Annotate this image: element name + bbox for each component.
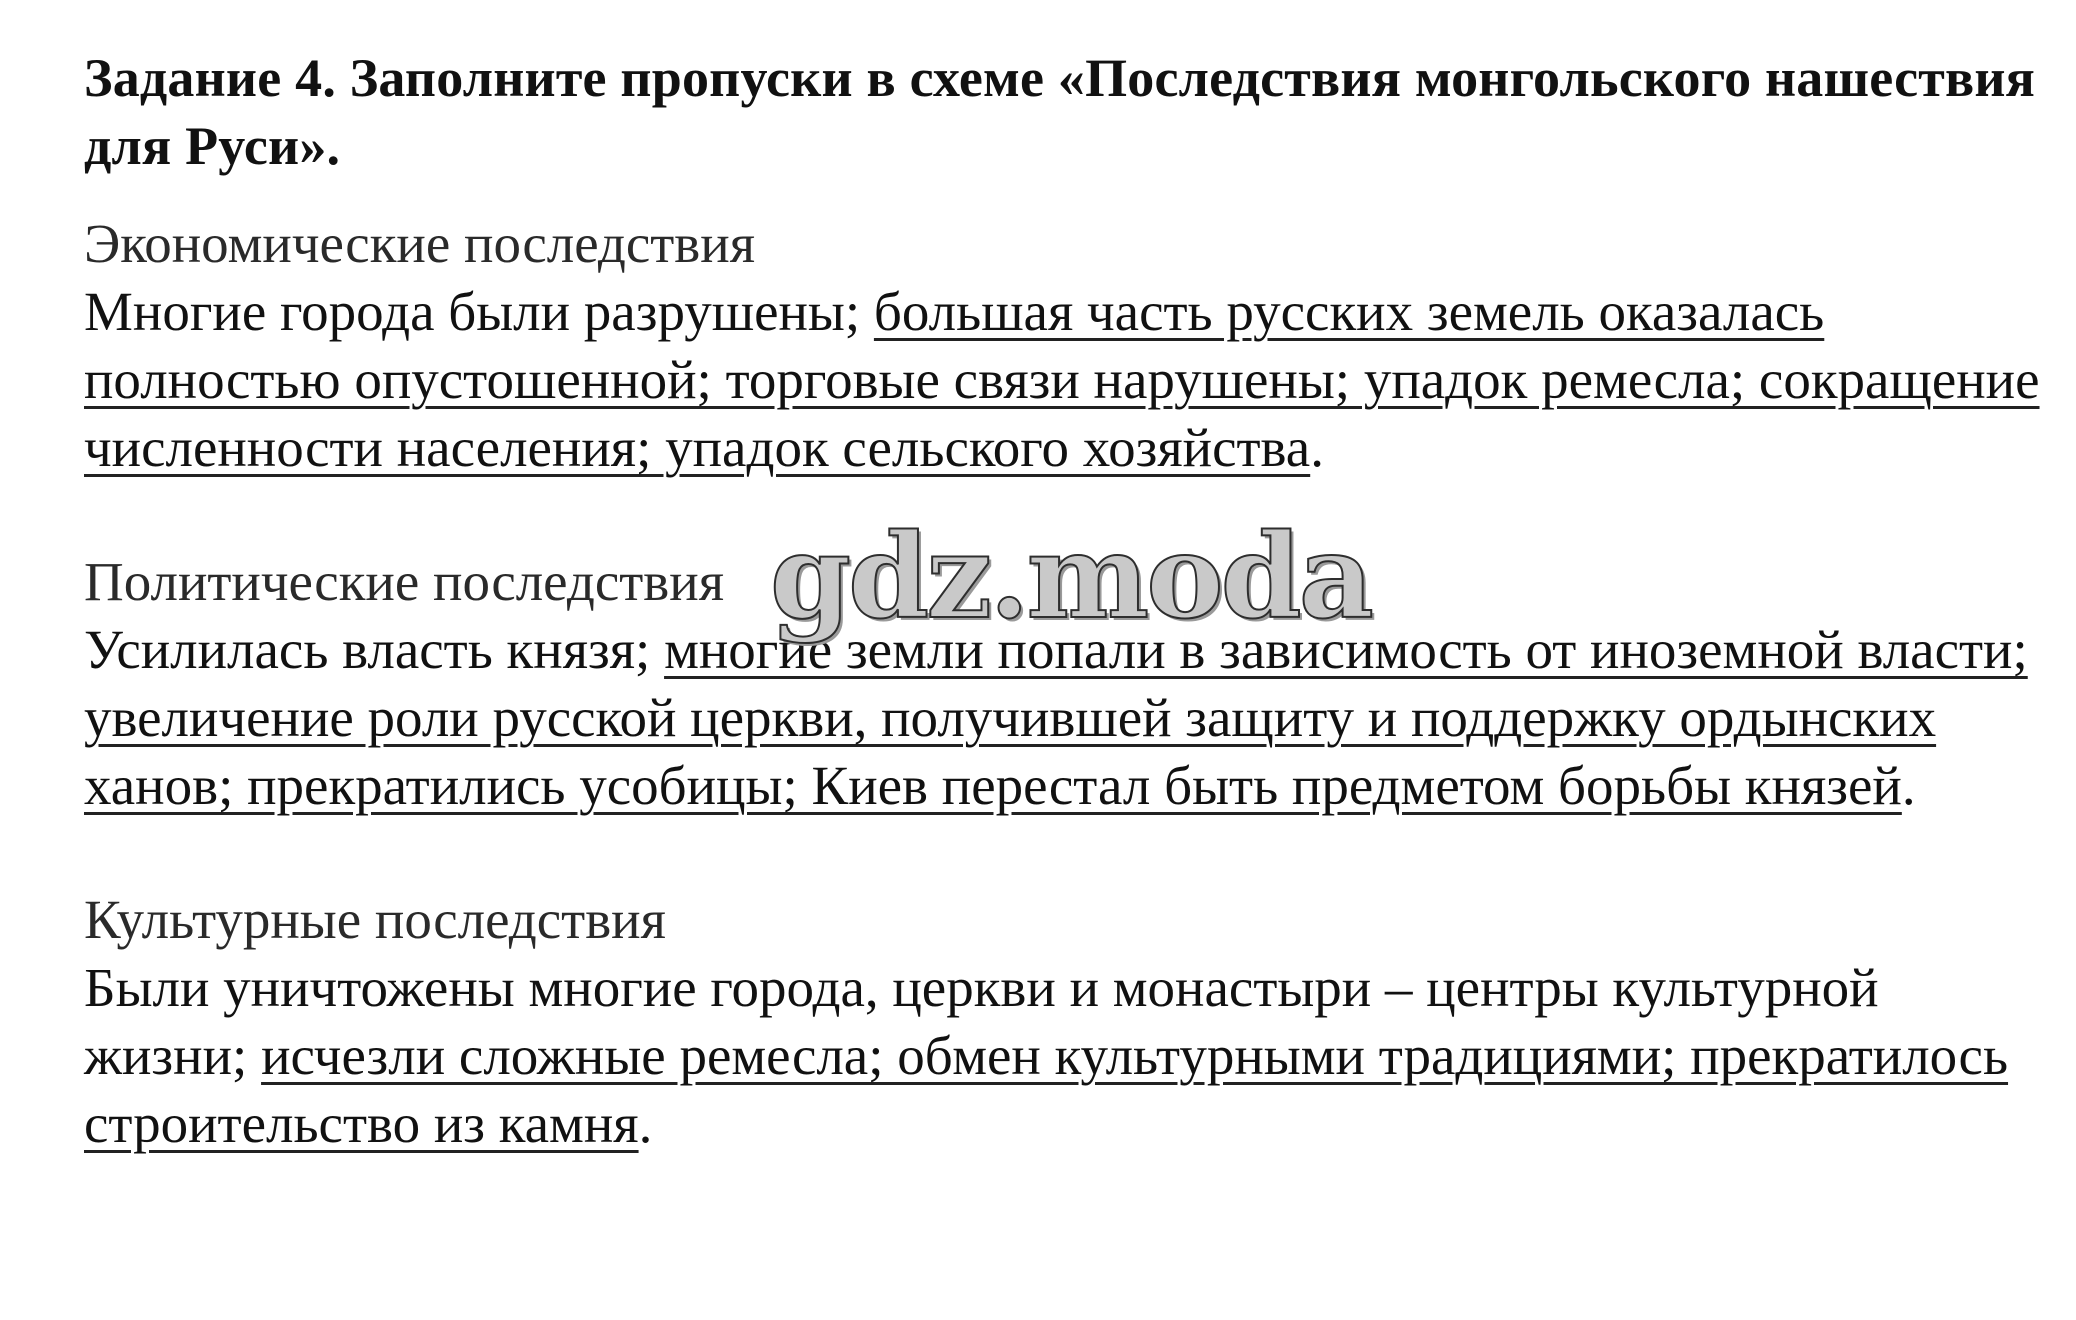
answer-text: исчезли сложные ремесла; обмен культурными традициями; прекратилось строительство из камня — [84, 1025, 2009, 1154]
section-text — [84, 954, 2044, 1158]
section-economic — [84, 210, 2044, 482]
given-text: Усилилась власть князя; — [84, 619, 665, 680]
task-title: Задание 4. Заполните пропуски в схеме «Последствия монгольского нашествия для Руси». — [84, 48, 2036, 176]
watermark-logo: gdz.moda — [770, 509, 1371, 645]
given-text: Многие города были разрушены; — [84, 281, 874, 342]
end-punctuation: . — [1310, 417, 1324, 478]
section-heading: Политические последствия — [84, 551, 724, 612]
section-heading: Экономические последствия — [84, 213, 756, 274]
section-cultural — [84, 886, 2044, 1158]
answer-text: большая часть русских земель оказалась полностью опустошенной; торговые связи нарушены; упадок ремесла; сокращение численности населения; упадок сельского хозяйства — [84, 281, 2040, 478]
section-text — [84, 616, 2044, 820]
section-text — [84, 278, 2044, 482]
given-text: Были уничтожены многие города, церкви и монастыри – центры культурной жизни; — [84, 957, 1879, 1086]
end-punctuation: . — [1901, 755, 1916, 816]
section-heading: Культурные последствия — [84, 889, 666, 950]
answer-text: многие земли попали в зависимость от иноземной власти; увеличение роли русской церкви, получившей защиту и поддержку ордынских ханов; прекратились усобицы; Киев перестал быть предметом борьбы князей — [84, 619, 2028, 816]
end-punctuation: . — [638, 1093, 653, 1154]
